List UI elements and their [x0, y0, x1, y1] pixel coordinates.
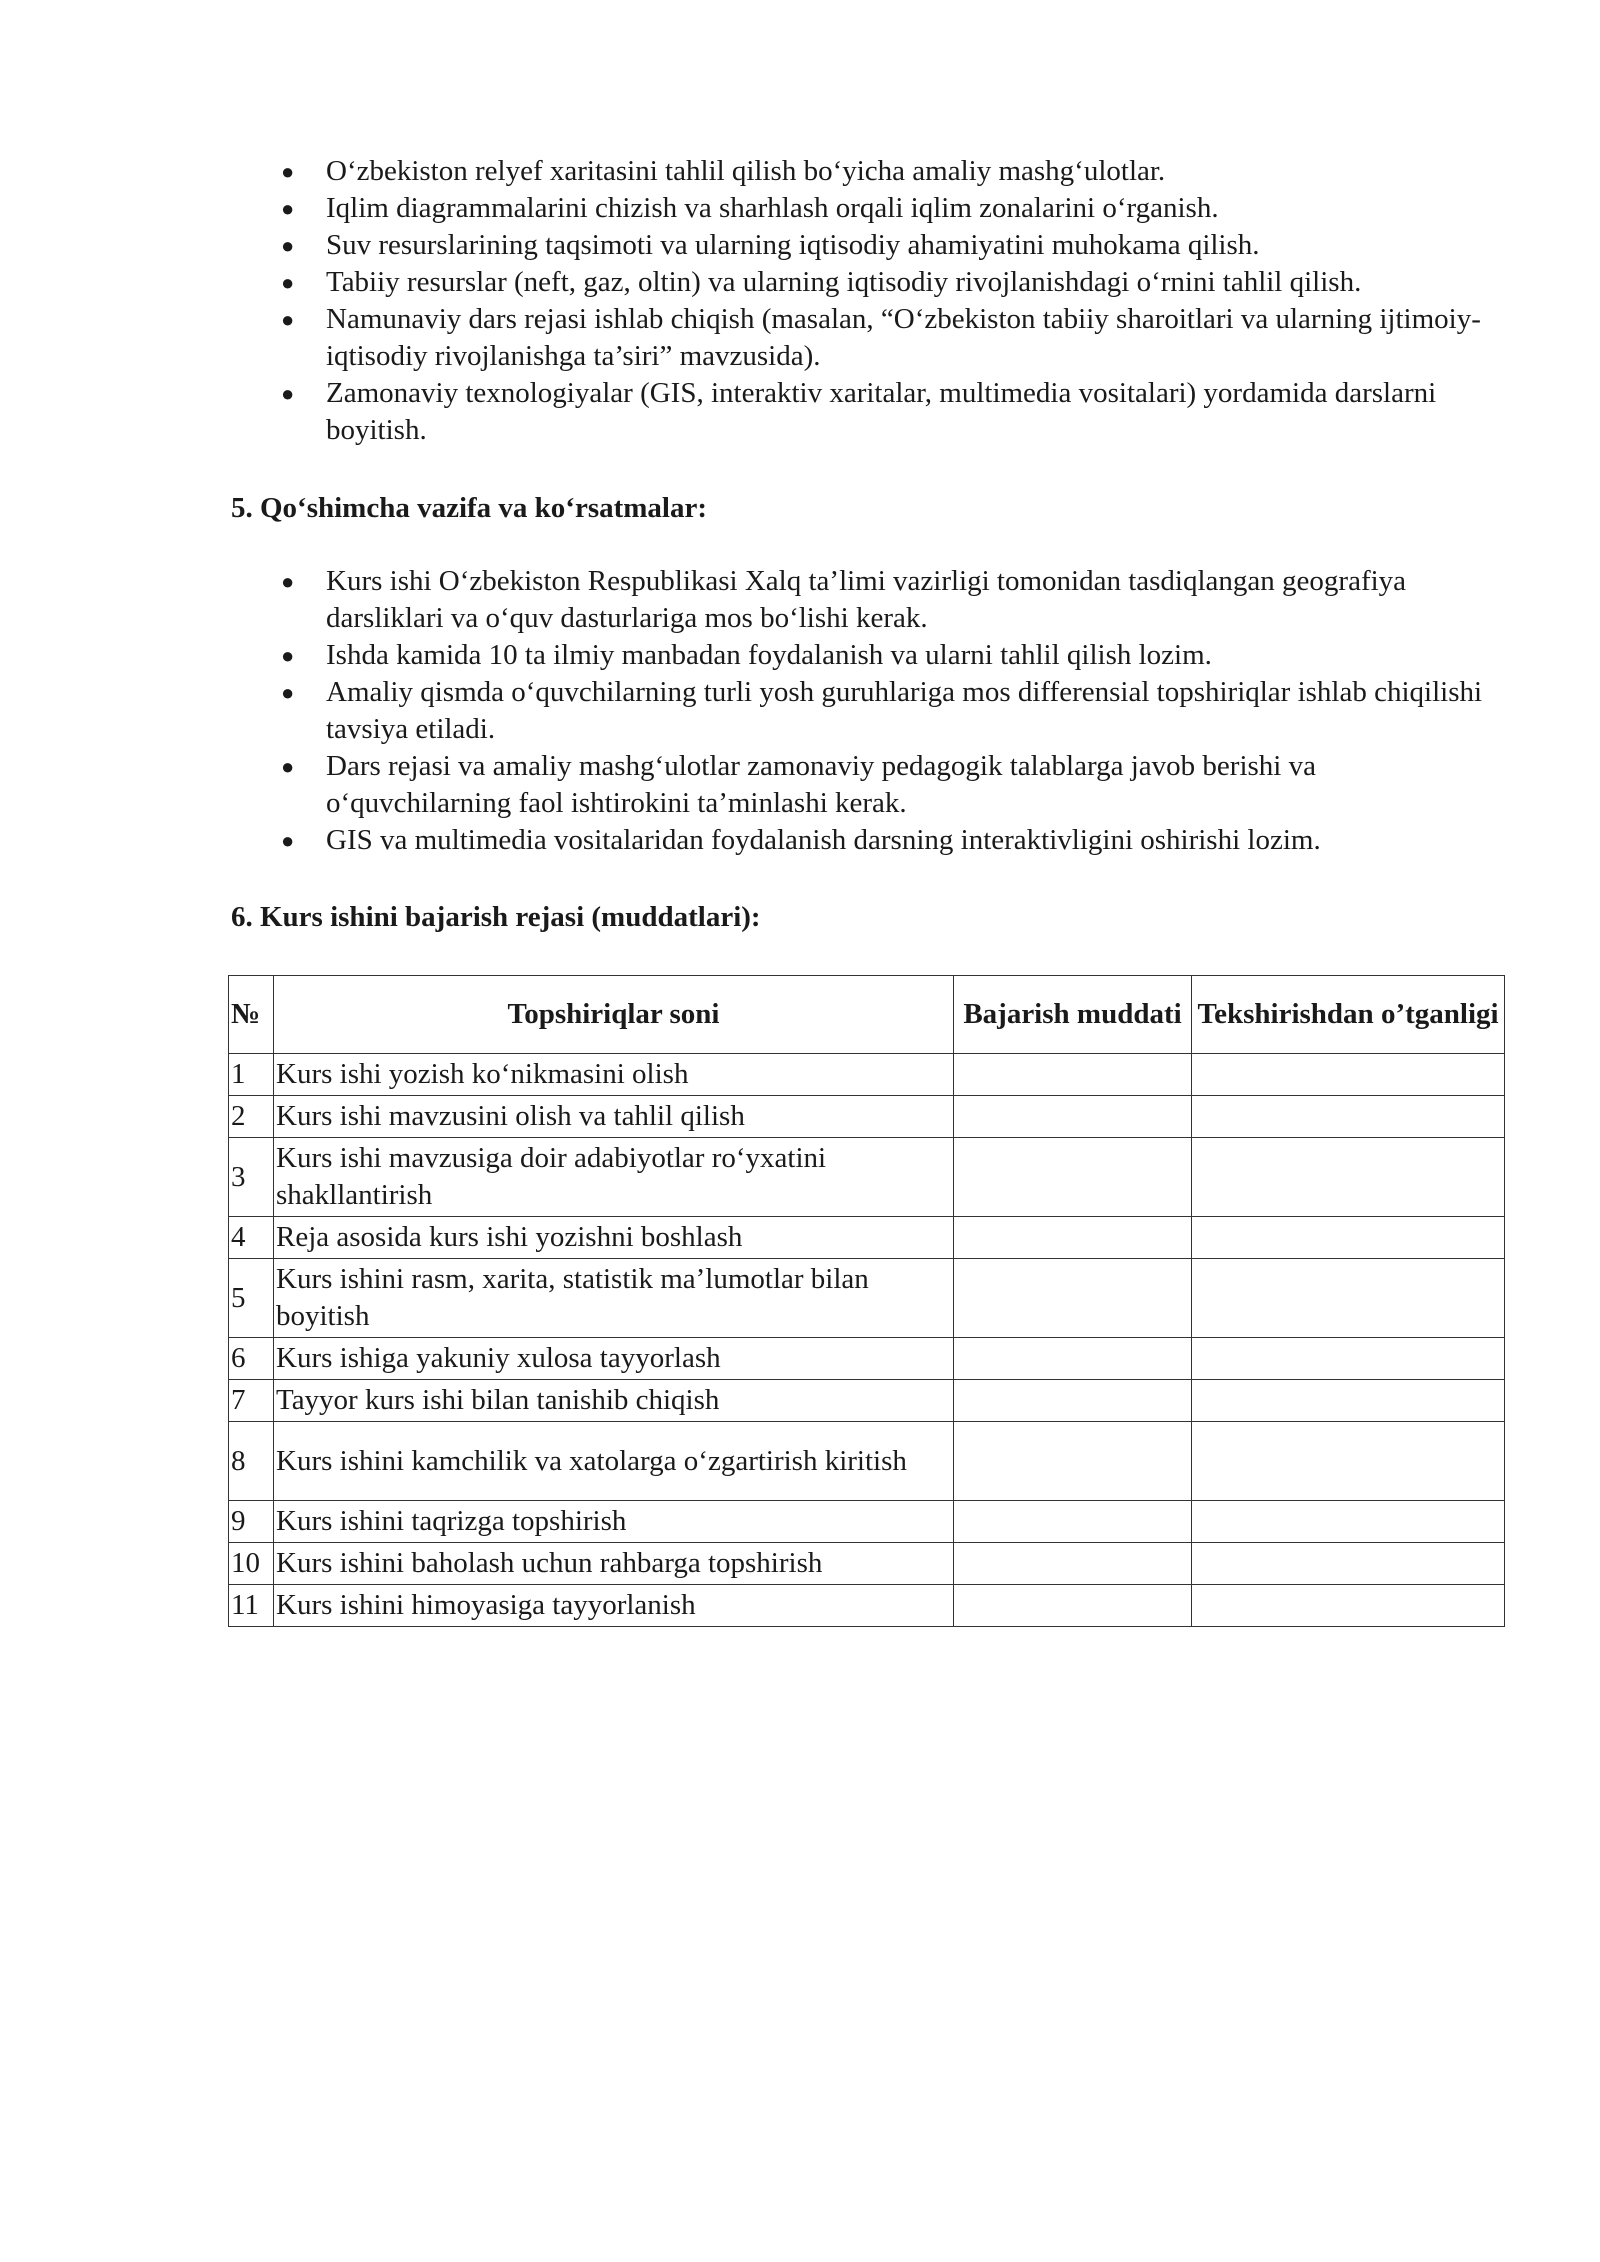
list-item: ● Tabiiy resurslar (neft, gaz, oltin) va ularning iqtisodiy rivojlanishdagi o‘rnini tahlil qilish. [268, 264, 1508, 301]
list-item: ● Suv resurslarining taqsimoti va ularning iqtisodiy ahamiyatini muhokama qilish. [268, 227, 1508, 264]
row-deadline [954, 1338, 1192, 1380]
row-number: 2 [229, 1096, 274, 1138]
row-task: Tayyor kurs ishi bilan tanishib chiqish [274, 1380, 954, 1422]
row-task: Kurs ishi mavzusini olish va tahlil qilish [274, 1096, 954, 1138]
section-6-heading: 6. Kurs ishini bajarish rejasi (muddatlari): [231, 901, 761, 933]
row-task: Kurs ishini baholash uchun rahbarga topshirish [274, 1543, 954, 1585]
bullet-icon: ● [281, 233, 295, 258]
row-deadline [954, 1054, 1192, 1096]
practical-tasks-list [268, 153, 1508, 449]
table-row [229, 1217, 1505, 1259]
row-deadline [954, 1585, 1192, 1627]
row-deadline [954, 1501, 1192, 1543]
list-item: ● O‘zbekiston relyef xaritasini tahlil qilish bo‘yicha amaliy mashg‘ulotlar. [268, 153, 1508, 190]
row-task: Kurs ishi mavzusiga doir adabiyotlar ro‘yxatini shakllantirish [274, 1138, 954, 1217]
bullet-icon: ● [281, 569, 295, 594]
row-checked [1192, 1585, 1505, 1627]
table-row [229, 1259, 1505, 1338]
header-task: Topshiriqlar soni [274, 976, 954, 1054]
list-item: ● Ishda kamida 10 ta ilmiy manbadan foydalanish va ularni tahlil qilish lozim. [268, 637, 1508, 674]
bullet-icon: ● [281, 381, 295, 406]
bullet-icon: ● [281, 754, 295, 779]
header-number: № [229, 976, 274, 1054]
row-checked [1192, 1543, 1505, 1585]
row-task: Kurs ishi yozish ko‘nikmasini olish [274, 1054, 954, 1096]
row-number: 3 [229, 1138, 274, 1217]
table-row [229, 1543, 1505, 1585]
row-deadline [954, 1543, 1192, 1585]
row-checked [1192, 1096, 1505, 1138]
bullet-icon: ● [281, 270, 295, 295]
list-item: ● Iqlim diagrammalarini chizish va sharhlash orqali iqlim zonalarini o‘rganish. [268, 190, 1508, 227]
row-task: Kurs ishini rasm, xarita, statistik ma’lumotlar bilan boyitish [274, 1259, 954, 1338]
row-number: 4 [229, 1217, 274, 1259]
row-checked [1192, 1054, 1505, 1096]
table-row [229, 1138, 1505, 1217]
schedule-table [228, 975, 1505, 1627]
header-deadline: Bajarish muddati [954, 976, 1192, 1054]
bullet-icon: ● [281, 196, 295, 221]
table-row [229, 1501, 1505, 1543]
list-item: ● Dars rejasi va amaliy mashg‘ulotlar zamonaviy pedagogik talablarga javob berishi va o‘quvchilarning faol ishtirokini ta’minlashi kerak. [281, 750, 1316, 819]
bullet-icon: ● [281, 828, 295, 853]
row-deadline [954, 1138, 1192, 1217]
row-deadline [954, 1422, 1192, 1501]
row-deadline [954, 1380, 1192, 1422]
row-number: 10 [229, 1543, 274, 1585]
row-number: 1 [229, 1054, 274, 1096]
row-checked [1192, 1422, 1505, 1501]
row-checked [1192, 1138, 1505, 1217]
list-item: ● Namunaviy dars rejasi ishlab chiqish (masalan, “O‘zbekiston tabiiy sharoitlari va ularning ijtimoiy-iqtisodiy rivojlanishga ta’siri” mavzusida). [281, 303, 1481, 372]
row-checked [1192, 1259, 1505, 1338]
section-5-heading: 5. Qo‘shimcha vazifa va ko‘rsatmalar: [231, 492, 708, 524]
additional-instructions-list [268, 563, 1508, 859]
table-row [229, 1585, 1505, 1627]
bullet-icon: ● [281, 159, 295, 184]
row-number: 6 [229, 1338, 274, 1380]
row-task: Kurs ishini himoyasiga tayyorlanish [274, 1585, 954, 1627]
header-checked: Tekshirishdan o’tganligi [1192, 976, 1505, 1054]
list-item: ● GIS va multimedia vositalaridan foydalanish darsning interaktivligini oshirishi lozim. [268, 822, 1508, 859]
table-row [229, 1096, 1505, 1138]
row-task: Kurs ishini kamchilik va xatolarga o‘zgartirish kiritish [274, 1422, 954, 1501]
row-checked [1192, 1217, 1505, 1259]
list-item: ● Kurs ishi O‘zbekiston Respublikasi Xalq ta’limi vazirligi tomonidan tasdiqlangan geografiya darsliklari va o‘quv dasturlariga mos bo‘lishi kerak. [281, 565, 1407, 634]
table-row [229, 1422, 1505, 1501]
bullet-icon: ● [281, 680, 295, 705]
row-checked [1192, 1501, 1505, 1543]
table-header-row [229, 976, 1505, 1054]
row-checked [1192, 1380, 1505, 1422]
row-task: Kurs ishini taqrizga topshirish [274, 1501, 954, 1543]
table-row [229, 1338, 1505, 1380]
row-number: 5 [229, 1259, 274, 1338]
table-row [229, 1380, 1505, 1422]
bullet-icon: ● [281, 643, 295, 668]
row-number: 7 [229, 1380, 274, 1422]
row-deadline [954, 1217, 1192, 1259]
row-number: 11 [229, 1585, 274, 1627]
row-task: Kurs ishiga yakuniy xulosa tayyorlash [274, 1338, 954, 1380]
row-number: 8 [229, 1422, 274, 1501]
table-row [229, 1054, 1505, 1096]
row-deadline [954, 1259, 1192, 1338]
list-item: ● Zamonaviy texnologiyalar (GIS, interaktiv xaritalar, multimedia vositalari) yordamida darslarni boyitish. [281, 377, 1437, 446]
row-deadline [954, 1096, 1192, 1138]
row-checked [1192, 1338, 1505, 1380]
list-item: ● Amaliy qismda o‘quvchilarning turli yosh guruhlariga mos differensial topshiriqlar ishlab chiqilishi tavsiya etiladi. [281, 676, 1483, 745]
row-task: Reja asosida kurs ishi yozishni boshlash [274, 1217, 954, 1259]
bullet-icon: ● [281, 307, 295, 332]
row-number: 9 [229, 1501, 274, 1543]
